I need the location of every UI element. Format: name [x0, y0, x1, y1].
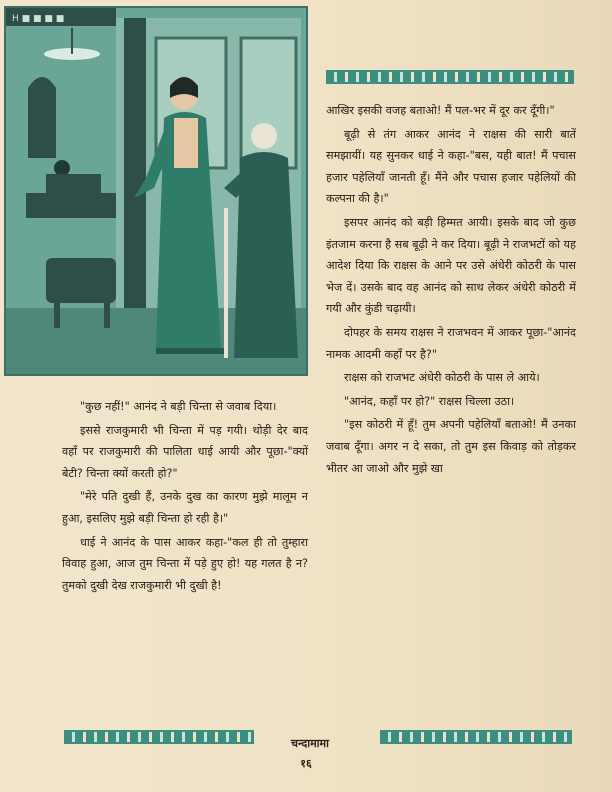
- paragraph: "इस कोठरी में हूँ! तुम अपनी पहेलियाँ बताओ! मैं उनका जवाब दूँगा। अगर न दे सका, तो तुम इस किवाड़ को तोड़कर भीतर आ जाओ और मुझे खा: [326, 418, 576, 475]
- paragraph: दोपहर के समय राक्षस ने राजभवन में आकर पूछा-"आनंद नामक आदमी कहाँ पर है?": [326, 325, 576, 361]
- decorative-border-bottom-left: [64, 730, 254, 744]
- paragraph: "मेरे पति दुखी हैं, उनके दुख का कारण मुझे मालूम न हुआ, इसलिए मुझे बड़ी चिन्ता हो रही है।": [62, 490, 308, 525]
- paragraph: "आनंद, कहाँ पर हो?" राक्षस चिल्ला उठा।: [344, 394, 515, 408]
- paragraph: बूढ़ी से तंग आकर आनंद ने राक्षस की सारी बातें समझायीं। यह सुनकर धाई ने कहा-"बस, यही बात! मैं पचास हजार पहेलियाँ जानती हूँ। मैंने और पचास हजार पहेलियों की कल्पना की है।": [326, 127, 576, 206]
- paragraph: इससे राजकुमारी भी चिन्ता में पड़ गयी। थोड़ी देर बाद वहाँ पर राजकुमारी की पालिता धाई आयी और पूछा-"क्यों बेटी? चिन्ता क्यों करती हो?": [62, 423, 308, 480]
- illustration-drawing: [6, 8, 306, 374]
- decorative-border-top: [326, 70, 574, 84]
- magazine-title: चन्दामामा: [291, 737, 329, 750]
- decorative-border-bottom-right: [380, 730, 572, 744]
- paragraph: राक्षस को राजभट अंधेरी कोठरी के पास ले आये।: [344, 371, 540, 385]
- paragraph: धाई ने आनंद के पास आकर कहा-"कल ही तो तुम्हारा विवाह हुआ, आज तुम चिन्ता में पड़े हुए हो! यह गलत है न? तुमको दुखी देख राजकुमारी भी दुखी है!: [62, 535, 308, 592]
- paragraph: "कुछ नहीं!" आनंद ने बड़ी चिन्ता से जवाब दिया।: [80, 400, 277, 413]
- right-column-text: [326, 100, 576, 481]
- page-number: १६: [300, 757, 312, 770]
- paragraph: आखिर इसकी वजह बताओ! मैं पल-भर में दूर कर दूँगी।": [326, 104, 555, 117]
- paragraph: इसपर आनंद को बड़ी हिम्मत आयी। इसके बाद जो कुछ इंतजाम करना है सब बूढ़ी ने कर दिया। बूढ़ी ने राजभटों को यह आदेश दिया कि राक्षस के आने पर उसे अंधेरी कोठरी के पास भेज दें। उसके बाद वह आनंद को साथ लेकर अंधेरी कोठरी में गयी और कुंडी चढ़ायी।: [326, 215, 576, 316]
- story-illustration: [4, 6, 308, 376]
- left-column-text: [62, 396, 308, 598]
- svg-text:H ■ ■ ■ ■: H ■ ■ ■ ■: [12, 14, 65, 24]
